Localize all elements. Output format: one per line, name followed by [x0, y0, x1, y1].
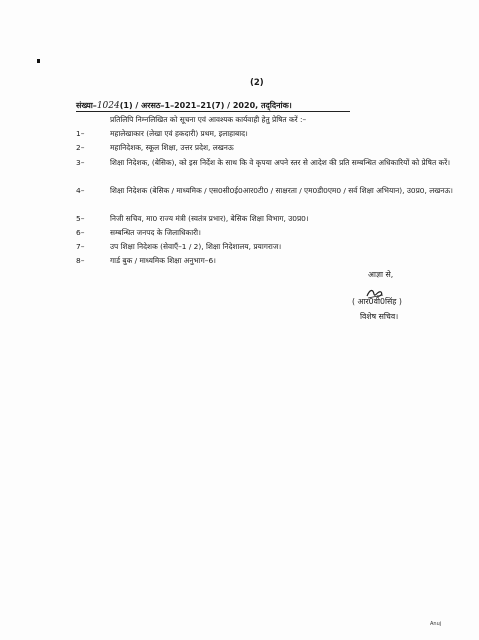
list-item-text: सम्बन्धित जनपद के जिलाधिकारी। — [110, 228, 201, 237]
list-item-text: निजी सचिव, मा0 राज्य मंत्री (स्वतंत्र प्रभार), बेसिक शिक्षा विभाग, उ0प्र0। — [110, 214, 309, 223]
reference-underline — [76, 111, 350, 112]
list-item-text: शिक्षा निदेशक, (बेसिक), को इस निर्देश के साथ कि वे कृपया अपने स्तर से आदेश की प्रति सम्बन्धित अधिकारियों को प्रेषित करें। — [110, 158, 451, 167]
footer-name: Anuj — [430, 621, 442, 627]
list-item-number: 3– — [76, 158, 85, 167]
list-item-number: 5– — [76, 214, 85, 223]
scan-speck — [37, 59, 40, 63]
list-item-text: शिक्षा निदेशक (बेसिक / माध्यमिक / एस0सी0ई0आर0टी0 / साक्षरता / एम0डी0एम0 / सर्व शिक्षा अभियान), उ0प्र0, लखनऊ। — [110, 186, 453, 195]
by-order-text: आज्ञा से, — [368, 270, 394, 279]
signatory-designation: विशेष सचिव। — [360, 312, 399, 321]
page-number: (2) — [250, 78, 264, 88]
reference-line — [76, 100, 292, 111]
list-item-number: 8– — [76, 256, 85, 265]
list-item-number: 6– — [76, 228, 85, 237]
list-item-number: 7– — [76, 242, 85, 251]
list-item-text: महानिदेशक, स्कूल शिक्षा, उत्तर प्रदेश, लखनऊ — [110, 143, 234, 152]
list-item-text: उप शिक्षा निदेशक (सेवाएँ–1 / 2), शिक्षा निदेशालय, प्रयागराज। — [110, 242, 282, 251]
reference-number-handwritten: 1024 — [96, 101, 120, 111]
intro-text: प्रतिलिपि निम्नलिखित को सूचना एवं आवश्यक कार्यवाही हेतु प्रेषित करें :– — [110, 115, 307, 124]
list-item-text: महालेखाकार (लेखा एवं हकदारी) प्रथम, इलाहाबाद। — [110, 129, 248, 138]
signatory-name: ( आर0वी0सिंह ) — [352, 297, 402, 306]
list-item-number: 1– — [76, 129, 85, 138]
reference-label: संख्या– — [76, 101, 97, 110]
list-item-number: 2– — [76, 143, 85, 152]
list-item-text: गार्ड बुक / माध्यमिक शिक्षा अनुभाग–6। — [110, 256, 216, 265]
list-item-number: 4– — [76, 186, 85, 195]
reference-rest: (1) / अरसठ–1–2021–21(7) / 2020, तद्‌दिनांक। — [119, 101, 292, 110]
